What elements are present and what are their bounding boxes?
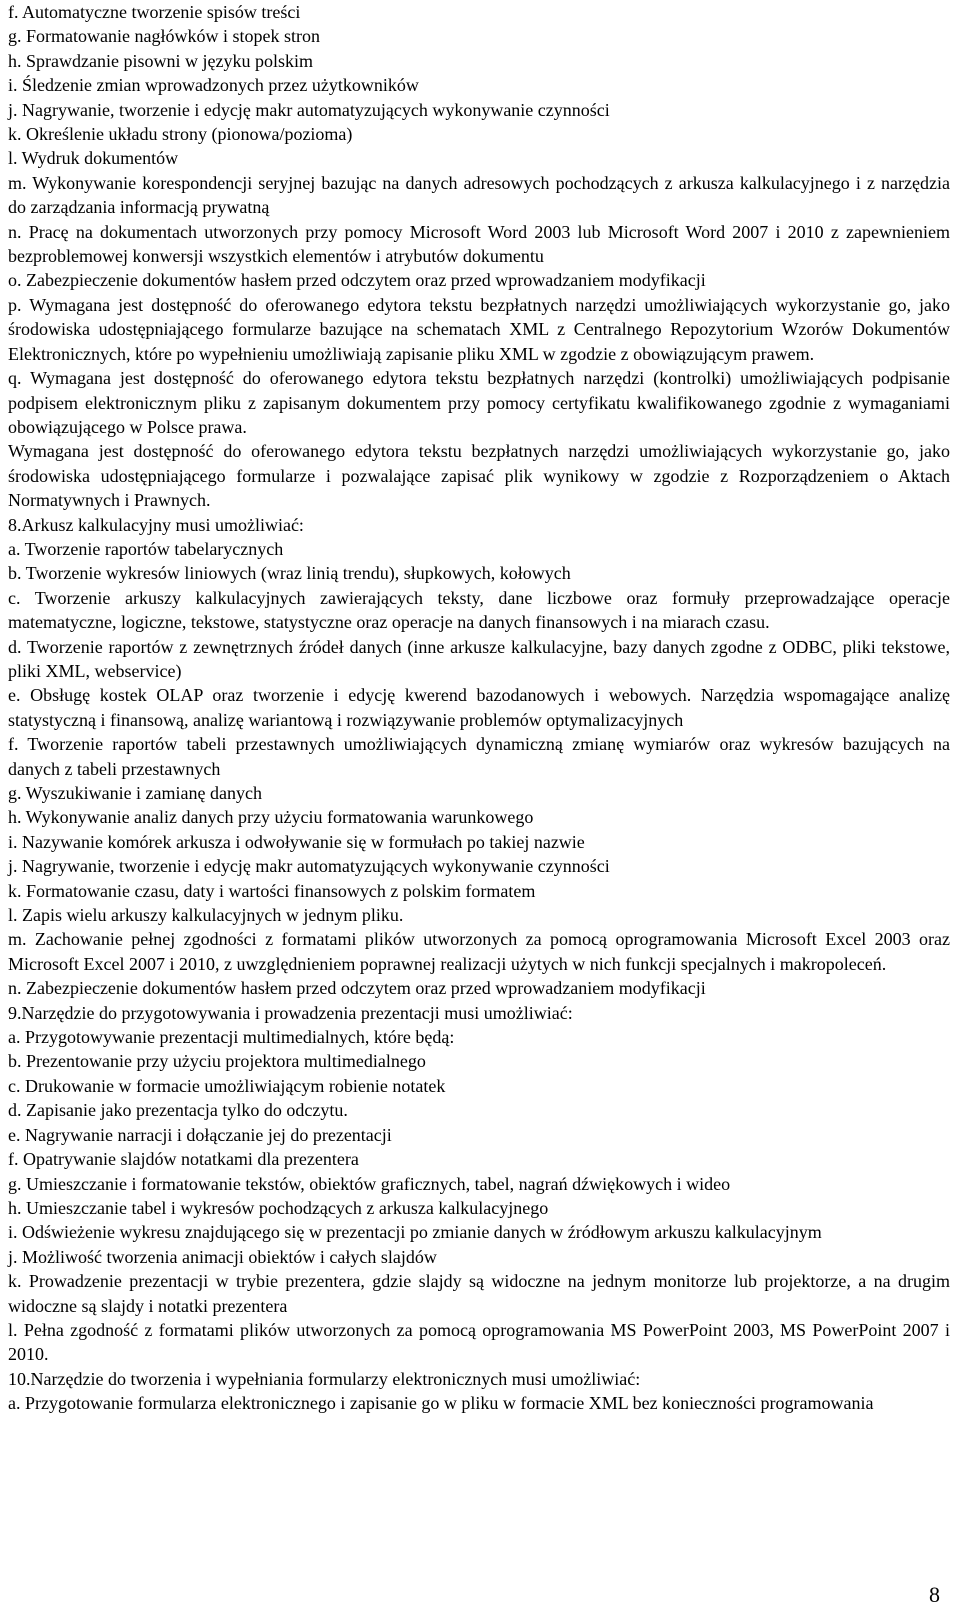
paragraph: g. Wyszukiwanie i zamianę danych: [8, 783, 262, 803]
paragraph: f. Opatrywanie slajdów notatkami dla prezentera: [8, 1149, 359, 1170]
section-heading: 10.Narzędzie do tworzenia i wypełniania formularzy elektronicznych musi umożliwiać:: [8, 1368, 641, 1389]
paragraph: j. Możliwość tworzenia animacji obiektów i całych slajdów: [8, 1246, 437, 1267]
paragraph: l. Zapis wielu arkuszy kalkulacyjnych w jednym pliku.: [8, 905, 404, 926]
paragraph: o. Zabezpieczenie dokumentów hasłem przed odczytem oraz przed wprowadzaniem modyfikacji: [8, 270, 706, 291]
paragraph: a. Tworzenie raportów tabelarycznych: [8, 538, 284, 559]
paragraph: e. Obsługę kostek OLAP oraz tworzenie i edycję kwerend bazodanowych i webowych. Narzędzia wspomagające analizę statystyczną i finansową, analizę wariantową i rozwiązywanie problemów optymalizacyjnych: [8, 685, 950, 730]
paragraph: Wymagana jest dostępność do oferowanego edytora tekstu bezpłatnych narzędzi umożliwiających wykorzystanie go, jako środowiska udostępniającego formularze i pozwalające zapisać plik wynikowy w zgodzie z Rozporządzeniem o Aktach Normatywnych i Prawnych.: [8, 441, 950, 511]
paragraph: a. Przygotowywanie prezentacji multimedialnych, które będą:: [8, 1027, 455, 1048]
paragraph: j. Nagrywanie, tworzenie i edycję makr automatyzujących wykonywanie czynności: [8, 856, 610, 877]
paragraph: d. Zapisanie jako prezentacja tylko do odczytu.: [8, 1100, 348, 1121]
paragraph: p. Wymagana jest dostępność do oferowanego edytora tekstu bezpłatnych narzędzi umożliwiających wykorzystanie go, jako środowiska udostępniającego formularze bazujące na schematach XML z Centralnego Repozytorium Wzorów Dokumentów Elektronicznych, które po wypełnieniu umożliwiają zapisanie pliku XML w zgodzie z obowiązującym prawem.: [8, 294, 950, 364]
paragraph: h. Wykonywanie analiz danych przy użyciu formatowania warunkowego: [8, 807, 534, 828]
paragraph: e. Nagrywanie narracji i dołączanie jej do prezentacji: [8, 1124, 392, 1145]
paragraph: n. Zabezpieczenie dokumentów hasłem przed odczytem oraz przed wprowadzaniem modyfikacji: [8, 978, 706, 999]
paragraph: c. Tworzenie arkuszy kalkulacyjnych zawierających teksty, dane liczbowe oraz formuły przeprowadzające operacje matematyczne, logiczne, tekstowe, statystyczne oraz operacje na danych finansowych i na miarach czasu.: [8, 587, 950, 633]
section-heading: 8.Arkusz kalkulacyjny musi umożliwiać:: [8, 514, 304, 535]
paragraph: j. Nagrywanie, tworzenie i edycję makr automatyzujących wykonywanie czynności: [8, 99, 610, 120]
paragraph: l. Pełna zgodność z formatami plików utworzonych za pomocą oprogramowania MS PowerPoint 2003, MS PowerPoint 2007 i 2010.: [8, 1319, 950, 1365]
paragraph: g. Umieszczanie i formatowanie tekstów, obiektów graficznych, tabel, nagrań dźwiękowych i wideo: [8, 1173, 731, 1194]
paragraph: k. Prowadzenie prezentacji w trybie prezentera, gdzie slajdy są widoczne na jednym monitorze lub projektorze, a na drugim widoczne są slajdy i notatki prezentera: [8, 1271, 950, 1316]
paragraph: q. Wymagana jest dostępność do oferowanego edytora tekstu bezpłatnych narzędzi (kontrolki) umożliwiających podpisanie podpisem elektronicznym pliku z zapisanym dokumentem przy pomocy certyfikatu kwalifikowanego zgodnie z wymaganiami obowiązującego w Polsce prawa.: [8, 368, 950, 437]
paragraph: n. Pracę na dokumentach utworzonych przy pomocy Microsoft Word 2003 lub Microsoft Word 2007 i 2010 z zapewnieniem bezproblemowej konwersji wszystkich elementów i atrybutów dokumentu: [8, 221, 950, 267]
paragraph: f. Tworzenie raportów tabeli przestawnych umożliwiających dynamiczną zmianę wymiarów oraz wykresów bazujących na danych z tabeli przestawnych: [8, 734, 950, 779]
paragraph: m. Zachowanie pełnej zgodności z formatami plików utworzonych za pomocą oprogramowania Microsoft Excel 2003 oraz Microsoft Excel 2007 i 2010, z uwzględnieniem poprawnej realizacji użytych w nich funkcji specjalnych i makropoleceń.: [8, 929, 950, 974]
paragraph: f. Automatyczne tworzenie spisów treści: [8, 2, 301, 22]
paragraph: i. Śledzenie zmian wprowadzonych przez użytkowników: [8, 75, 419, 96]
paragraph: d. Tworzenie raportów z zewnętrznych źródeł danych (inne arkusze kalkulacyjne, bazy danych zgodne z ODBC, pliki tekstowe, pliki XML, webservice): [8, 636, 950, 681]
section-heading: 9.Narzędzie do przygotowywania i prowadzenia prezentacji musi umożliwiać:: [8, 1002, 573, 1023]
paragraph: h. Umieszczanie tabel i wykresów pochodzących z arkusza kalkulacyjnego: [8, 1197, 549, 1218]
paragraph: i. Nazywanie komórek arkusza i odwoływanie się w formułach po takiej nazwie: [8, 831, 585, 852]
paragraph: k. Określenie układu strony (pionowa/pozioma): [8, 124, 353, 145]
paragraph: a. Przygotowanie formularza elektronicznego i zapisanie go w pliku w formacie XML bez konieczności programowania: [8, 1393, 874, 1414]
paragraph: b. Prezentowanie przy użyciu projektora multimedialnego: [8, 1051, 426, 1072]
paragraph: i. Odświeżenie wykresu znajdującego się w prezentacji po zmianie danych w źródłowym arkuszu kalkulacyjnym: [8, 1222, 822, 1243]
paragraph: c. Drukowanie w formacie umożliwiającym robienie notatek: [8, 1075, 446, 1096]
page-number: 8: [929, 1582, 940, 1607]
paragraph: k. Formatowanie czasu, daty i wartości finansowych z polskim formatem: [8, 880, 536, 901]
paragraph: m. Wykonywanie korespondencji seryjnej bazując na danych adresowych pochodzących z arkusza kalkulacyjnego i z narzędzia do zarządzania informacją prywatną: [8, 172, 950, 218]
paragraph: h. Sprawdzanie pisowni w języku polskim: [8, 50, 313, 71]
paragraph: l. Wydruk dokumentów: [8, 148, 179, 169]
paragraph: g. Formatowanie nagłówków i stopek stron: [8, 26, 320, 47]
document-body: [8, 0, 950, 1416]
paragraph: b. Tworzenie wykresów liniowych (wraz linią trendu), słupkowych, kołowych: [8, 563, 571, 584]
